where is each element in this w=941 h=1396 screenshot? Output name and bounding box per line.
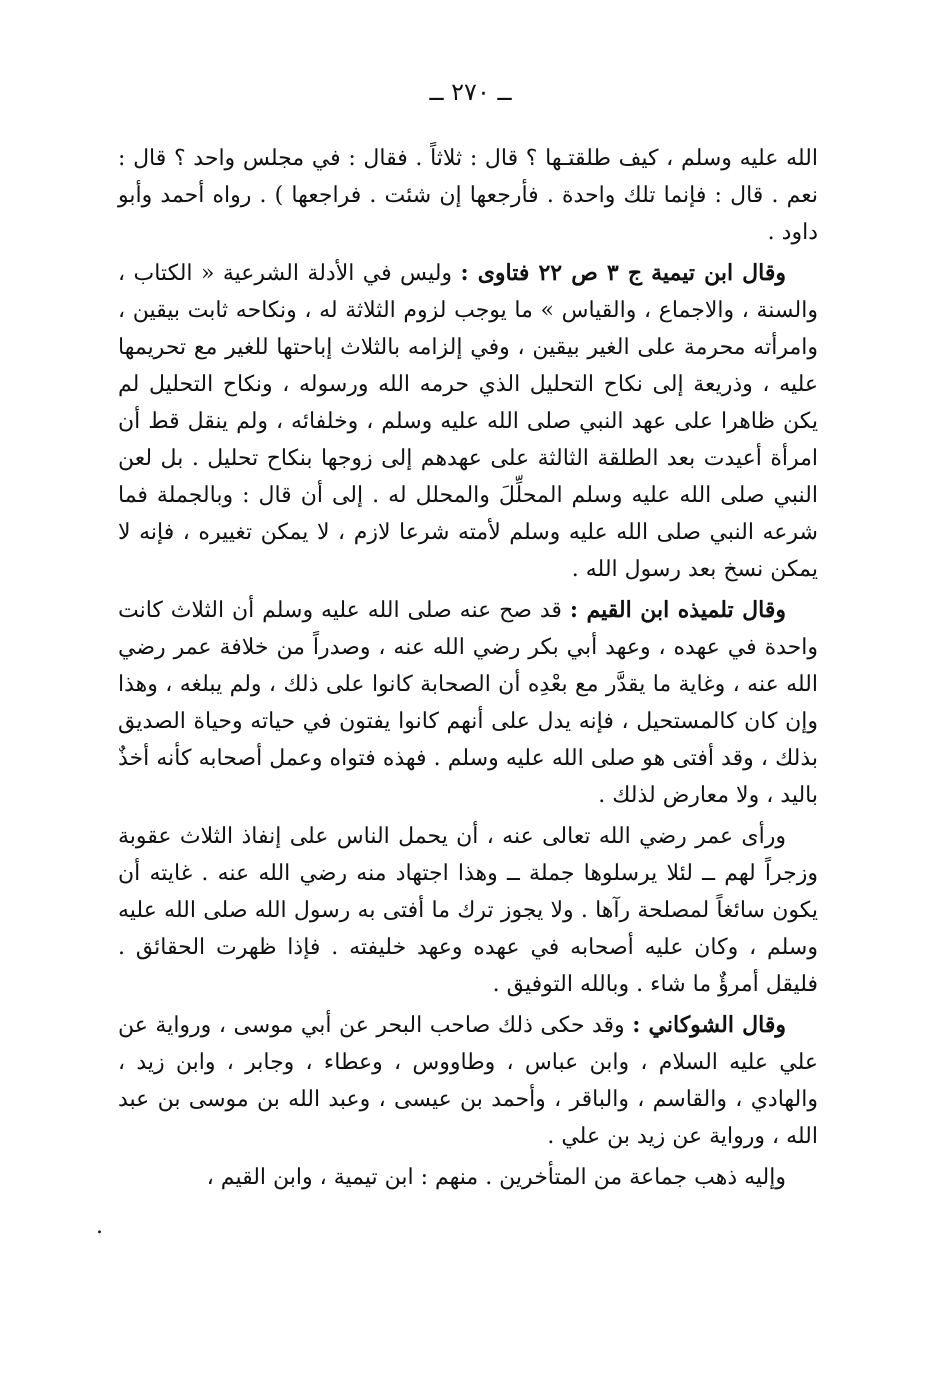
paragraph-text: وليس في الأدلة الشرعية « الكتاب ، والسنة ، والاجماع ، والقياس » ما يوجب لزوم الثلاثة له ، ونكاحه ثابت بيقين ، وامرأته محرمة على الغير بيقين ، وفي إلزامه بالثلاث إباحتها للغير مع تحريمها عليه ، وذريعة إلى نكاح التحليل الذي حرمه الله ورسوله ، ونكاح التحليل لم يكن ظاهرا على عهد النبي صلى الله عليه وسلم ، وخلفائه ، ولم ينقل قط أن امرأة أعيدت بعد الطلقة الثالثة على عهدهم إلى زوجها بنكاح تحليل . بل لعن النبي صلى الله عليه وسلم المحلِّلَ والمحلل له . إلى أن قال : وبالجملة فما شرعه النبي صلى الله عليه وسلم لأمته شرعا لازم ، لا يمكن تغييره ، فإنه لا يمكن نسخ بعد رسول الله . <box>118 261 818 582</box>
paragraph-lead: وقال تلميذه ابن القيم : <box>569 597 786 623</box>
paragraph-text: ورأى عمر رضي الله تعالى عنه ، أن يحمل الناس على إنفاذ الثلاث عقوبة وزجراً لهم ــ لئلا يرسلوها جملة ــ وهذا اجتهاد منه رضي الله عنه . غايته أن يكون سائغاً لمصلحة رآها . ولا يجوز ترك ما أفتى به رسول الله صلى الله عليه وسلم ، وكان عليه أصحابه في عهده وعهد خليفته . فإذا ظهرت الحقائق . فليقل أمرؤٌ ما شاء . وبالله التوفيق . <box>118 824 818 997</box>
paragraph-lead: وقال الشوكاني : <box>632 1012 786 1038</box>
paragraph-text: وقد حكى ذلك صاحب البحر عن أبي موسى ، ورواية عن علي عليه السلام ، وابن عباس ، وطاووس ، وعطاء ، وجابر ، وابن زيد ، والهادي ، والقاسم ، والباقر ، وأحمد بن عيسى ، وعبد الله بن موسى بن عبد الله ، ورواية عن زيد بن علي . <box>118 1013 818 1149</box>
paragraph-text: قد صح عنه صلى الله عليه وسلم أن الثلاث كانت واحدة في عهده ، وعهد أبي بكر رضي الله عنه ، وصدراً من خلافة عمر رضي الله عنه ، وغاية ما يقدَّر مع بعْدِه أن الصحابة كانوا على ذلك ، ولم يبلغه ، وهذا وإن كان كالمستحيل ، فإنه يدل على أنهم كانوا يفتون في حياته وحياة الصديق بذلك ، وقد أفتى هو صلى الله عليه وسلم . فهذه فتواه وعمل أصحابه كأنه أخذٌ باليد ، ولا معارض لذلك . <box>118 598 818 808</box>
paragraph-text: الله عليه وسلم ، كيف طلقتـها ؟ قال : ثلاثاً . فقال : في مجلس واحد ؟ قال : نعم . قال : فإنما تلك واحدة . فأرجعها إن شئت . فراجعها ) . رواه أحمد وأبو داود . <box>118 146 818 245</box>
paragraph-later-scholars <box>118 1159 818 1196</box>
paragraph-shawkani <box>118 1007 818 1155</box>
paragraph-text: وإليه ذهب جماعة من المتأخرين . منهم : ابن تيمية ، وابن القيم ، <box>206 1165 786 1190</box>
paragraph-continuation <box>118 140 818 251</box>
paragraph-umar <box>118 818 818 1003</box>
margin-mark: . <box>96 1214 103 1239</box>
paragraph-lead: وقال ابن تيمية ج ٣ ص ٢٢ فتاوى : <box>460 260 787 286</box>
page-number: ــ ٢٧٠ ــ <box>429 78 512 106</box>
body-text <box>118 140 818 1200</box>
paragraph-ibn-al-qayyim <box>118 592 818 814</box>
paragraph-ibn-taymiyya <box>118 255 818 588</box>
